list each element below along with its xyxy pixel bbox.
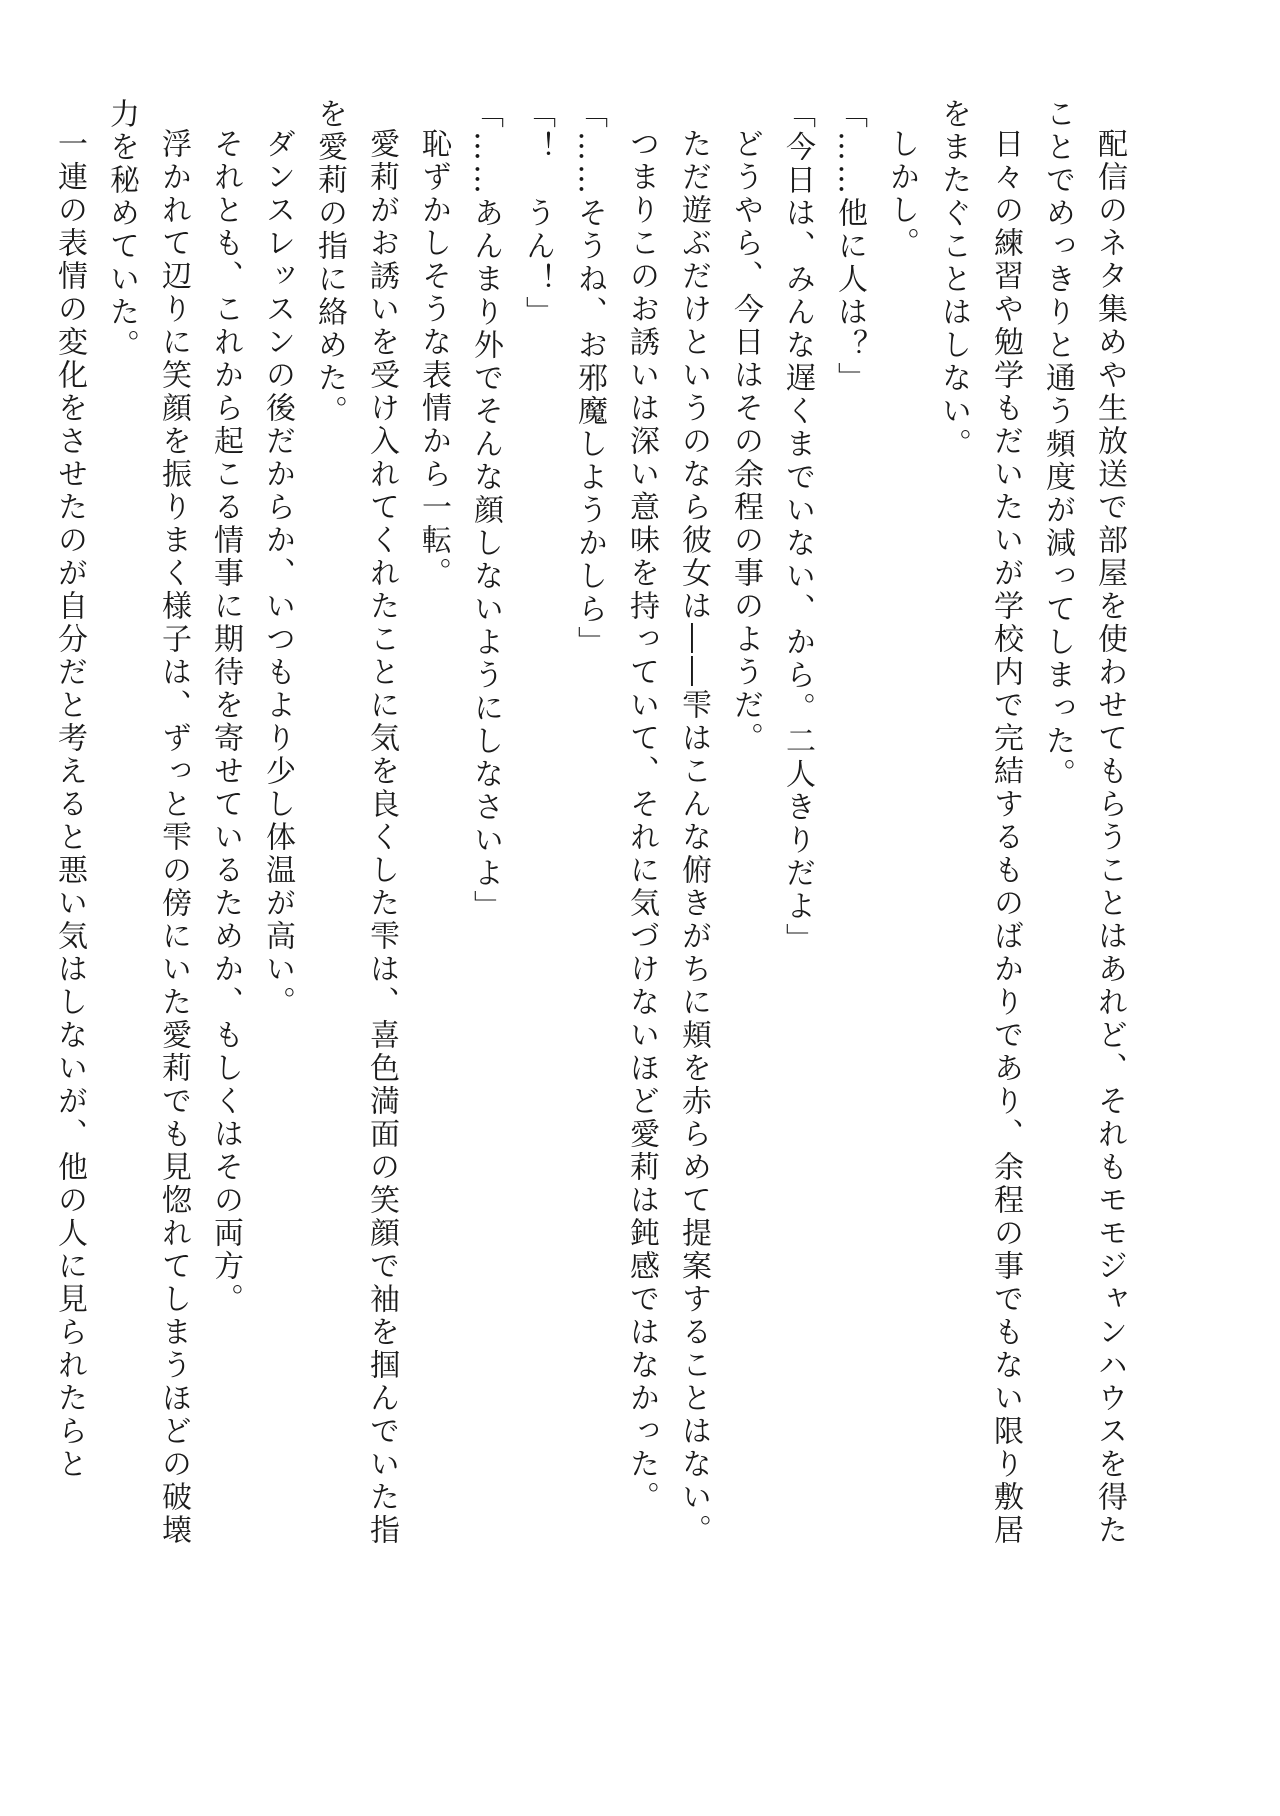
dialog-line: 「……そうね、お邪魔しようかしら」 xyxy=(572,98,607,659)
paragraph: 配信のネタ集めや生放送で部屋を使わせてもらうことはあれど、それもモモジャンハウスを得たことでめっきりと通う頻度が減ってしまった。 xyxy=(1040,98,1127,1547)
dialog-line: 「今日は、みんな遅くまでいない、から。二人きりだよ」 xyxy=(780,98,815,956)
paragraph: ダンスレッスンの後だからか、いつもより少し体温が高い。 xyxy=(260,128,295,1019)
vertical-text-body xyxy=(43,98,1135,1568)
dialog-line: 「……他に人は？」 xyxy=(832,98,867,395)
paragraph: しかし。 xyxy=(884,128,919,260)
dialog-line: 「！ うん！」 xyxy=(520,98,555,329)
paragraph: それとも、これから起こる情事に期待を寄せているためか、もしくはその両方。 xyxy=(208,128,243,1316)
paragraph: つまりこのお誘いは深い意味を持っていて、それに気づけないほど愛莉は鈍感ではなかった。 xyxy=(624,128,659,1514)
paragraph: どうやら、今日はその余程の事のようだ。 xyxy=(728,128,763,755)
paragraph: 浮かれて辺りに笑顔を振りまく様子は、ずっと雫の傍にいた愛莉でも見惚れてしまうほどの破壊力を秘めていた。 xyxy=(104,98,191,1547)
dialog-line: 「……あんまり外でそんな顔しないようにしなさいよ」 xyxy=(468,98,503,923)
paragraph: 愛莉がお誘いを受け入れてくれたことに気を良くした雫は、喜色満面の笑顔で袖を掴んでいた指を愛莉の指に絡めた。 xyxy=(312,98,399,1547)
paragraph: 一連の表情の変化をさせたのが自分だと考えると悪い気はしないが、他の人に見られたらと xyxy=(52,128,87,1481)
paragraph: 日々の練習や勉学もだいたいが学校内で完結するものばかりであり、余程の事でもない限り敷居をまたぐことはしない。 xyxy=(936,98,1023,1547)
paragraph: 恥ずかしそうな表情から一転。 xyxy=(416,128,451,590)
paragraph: ただ遊ぶだけというのなら彼女は――雫はこんな俯きがちに頬を赤らめて提案することはない。 xyxy=(676,128,711,1547)
